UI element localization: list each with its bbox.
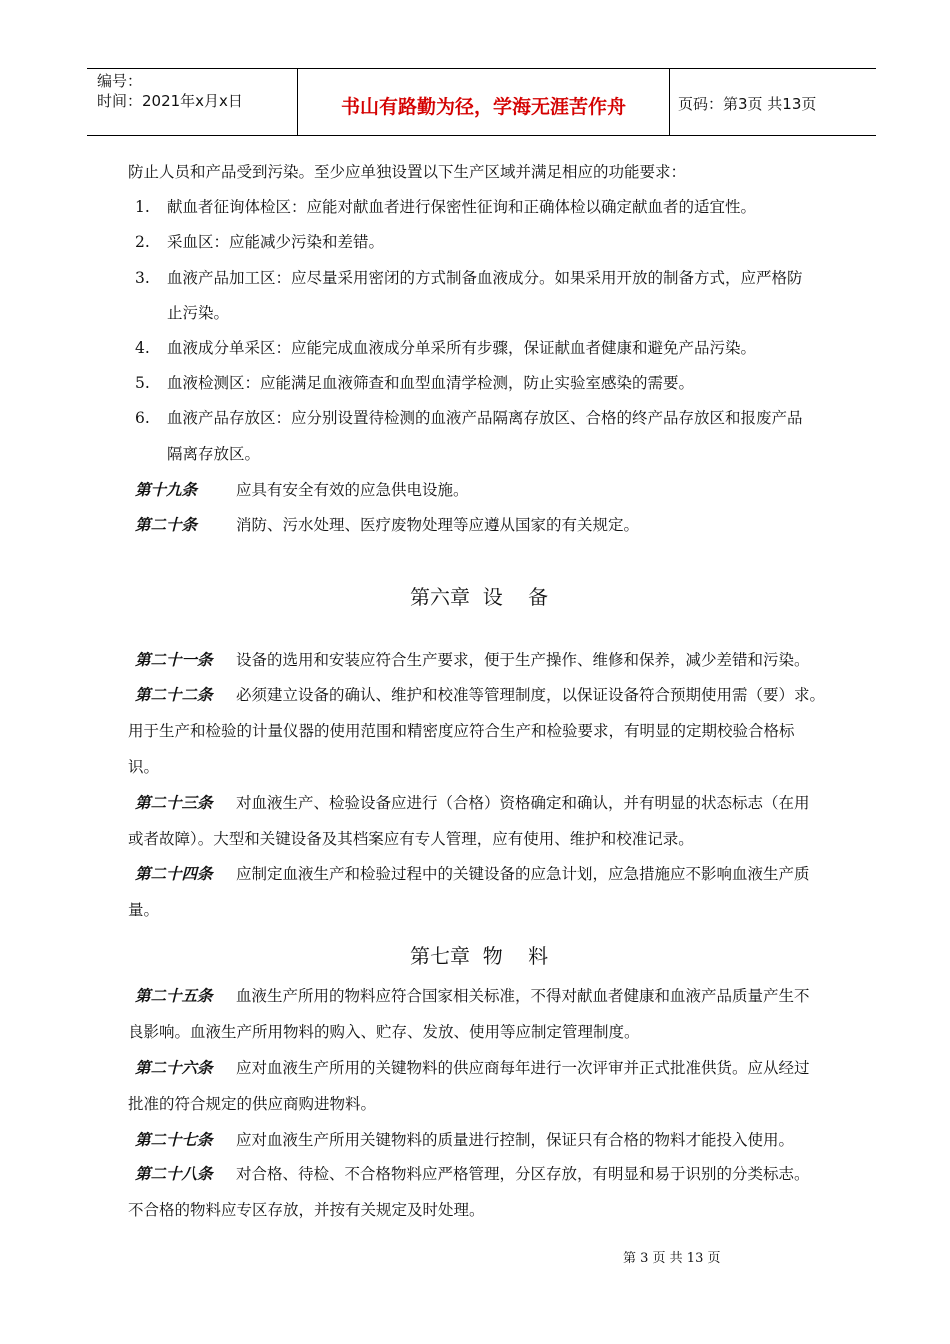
list-item: 血液产品存放区：应分别设置待检测的血液产品隔离存放区、合格的终产品存放区和报废产品: [167, 409, 803, 427]
list-item: 血液成分单采区：应能完成血液成分单采所有步骤，保证献血者健康和避免产品污染。: [167, 339, 757, 357]
article-label: 第二十四条: [135, 864, 213, 883]
article-label: 第十九条: [135, 480, 198, 499]
article-label: 第二十三条: [135, 793, 213, 812]
doc-number-label: 编号：: [97, 72, 143, 90]
article-label: 第二十条: [135, 515, 198, 534]
doc-time: 时间：2021年x月x日: [97, 92, 243, 110]
list-number: 2.: [135, 233, 150, 251]
article-text: 量。: [128, 901, 160, 919]
article-text: 血液生产所用的物料应符合国家相关标准，不得对献血者健康和血液产品质量产生不: [236, 987, 810, 1005]
article-text: 良影响。血液生产所用物料的购入、贮存、发放、使用等应制定管理制度。: [128, 1023, 640, 1041]
list-number: 3.: [135, 269, 150, 287]
chapter-heading: 第六章 设 备: [410, 585, 549, 609]
article-text: 应对血液生产所用的关键物料的供应商每年进行一次评审并正式批准供货。应从经过: [236, 1059, 810, 1077]
article-text: 或者故障）。大型和关键设备及其档案应有专人管理，应有使用、维护和校准记录。: [128, 830, 694, 848]
article-text: 批准的符合规定的供应商购进物料。: [128, 1095, 377, 1113]
list-number: 6.: [135, 409, 150, 427]
article-text: 应具有安全有效的应急供电设施。: [236, 481, 469, 499]
list-item-continuation: 止污染。: [167, 304, 230, 322]
article-text: 用于生产和检验的计量仪器的使用范围和精密度应符合生产和检验要求，有明显的定期校验合格标: [128, 722, 795, 740]
article-text: 设备的选用和安装应符合生产要求，便于生产操作、维修和保养，减少差错和污染。: [236, 651, 810, 669]
article-text: 不合格的物料应专区存放，并按有关规定及时处理。: [128, 1201, 485, 1219]
article-label: 第二十七条: [135, 1130, 213, 1149]
header-meta: [87, 69, 298, 135]
article-label: 第二十八条: [135, 1164, 213, 1183]
list-item: 采血区：应能减少污染和差错。: [167, 233, 385, 251]
article-label: 第二十二条: [135, 685, 213, 704]
article-text: 对血液生产、检验设备应进行（合格）资格确定和确认，并有明显的状态标志（在用: [236, 794, 810, 812]
list-number: 4.: [135, 339, 150, 357]
article-text: 应制定血液生产和检验过程中的关键设备的应急计划，应急措施应不影响血液生产质: [236, 865, 810, 883]
intro-paragraph: 防止人员和产品受到污染。至少应单独设置以下生产区域并满足相应的功能要求：: [128, 163, 687, 181]
header-page-info: 页码：第3页 共13页: [678, 94, 817, 113]
article-text: 消防、污水处理、医疗废物处理等应遵从国家的有关规定。: [236, 516, 640, 534]
article-text: 对合格、待检、不合格物料应严格管理，分区存放，有明显和易于识别的分类标志。: [236, 1165, 810, 1183]
header-motto: 书山有路勤为径，学海无涯苦作舟: [298, 69, 670, 135]
article-label: 第二十五条: [135, 986, 213, 1005]
article-label: 第二十一条: [135, 650, 213, 669]
article-label: 第二十六条: [135, 1058, 213, 1077]
list-item-continuation: 隔离存放区。: [167, 445, 261, 463]
page-footer: 第 3 页 共 13 页: [623, 1251, 721, 1266]
article-text: 应对血液生产所用关键物料的质量进行控制，保证只有合格的物料才能投入使用。: [236, 1131, 795, 1149]
chapter-heading: 第七章 物 料: [410, 944, 549, 968]
list-item: 血液产品加工区：应尽量采用密闭的方式制备血液成分。如果采用开放的制备方式，应严格防: [167, 269, 803, 287]
article-text: 必须建立设备的确认、维护和校准等管理制度，以保证设备符合预期使用需（要）求。: [236, 686, 826, 704]
list-item: 献血者征询体检区：应能对献血者进行保密性征询和正确体检以确定献血者的适宜性。: [167, 198, 757, 216]
list-item: 血液检测区：应能满足血液筛查和血型血清学检测，防止实验室感染的需要。: [167, 374, 695, 392]
list-number: 1.: [135, 198, 150, 216]
page-header: [87, 68, 876, 136]
article-text: 识。: [128, 758, 160, 776]
list-number: 5.: [135, 374, 150, 392]
